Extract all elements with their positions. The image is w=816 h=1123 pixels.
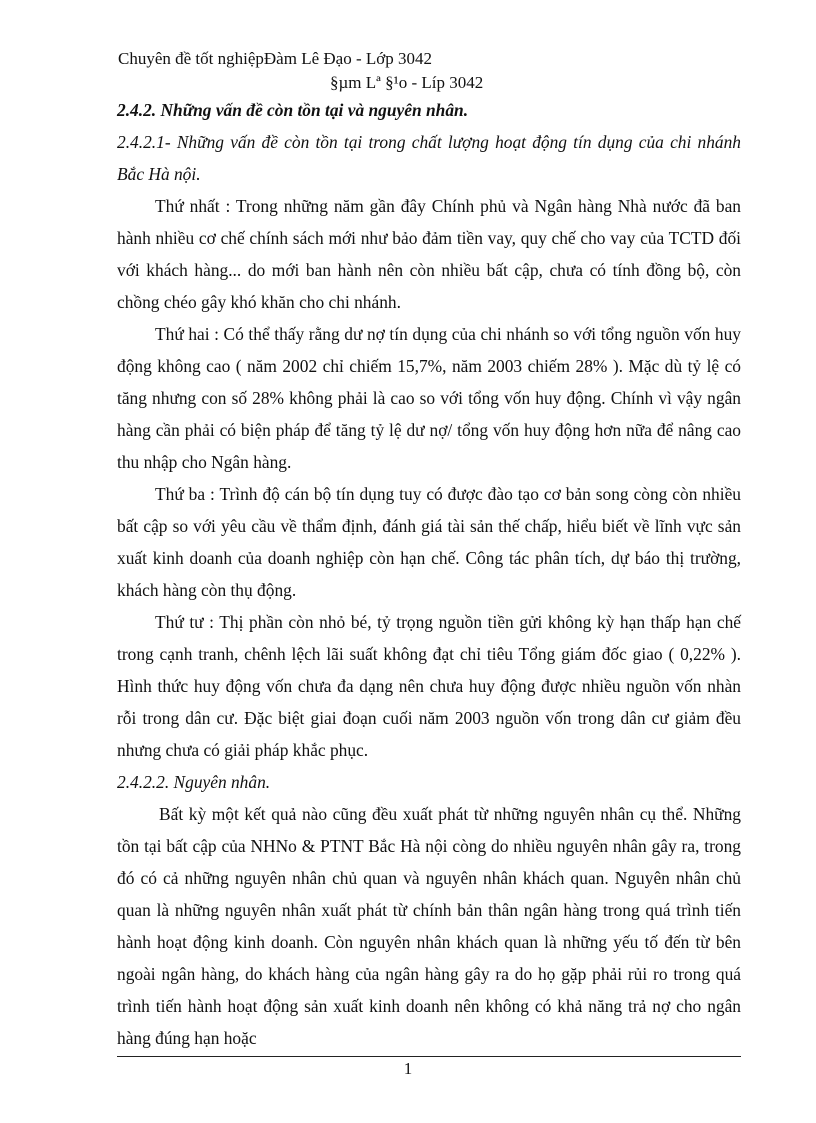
page-number: 1 — [403, 1059, 413, 1078]
section-heading: 2.4.2. Những vấn đề còn tồn tại và nguyên nhân. — [117, 100, 469, 120]
paragraph-first: Thứ nhất : Trong những năm gần đây Chính phủ và Ngân hàng Nhà nước đã ban hành nhiều cơ chế chính sách mới như bảo đảm tiền vay, quy chế cho vay của TCTD đối với khách hàng... do mới ban hành nên còn nhiều bất cập, chưa có tính đồng bộ, còn chồng chéo gây khó khăn cho chi nhánh. — [117, 196, 741, 312]
page-header-line-2: §µm Lª §¹o - Líp 3042 — [330, 73, 484, 92]
subsection-heading-issues: 2.4.2.1- Những vấn đề còn tồn tại trong chất lượng hoạt động tín dụng của chi nhánh Bắc Hà nội. — [117, 132, 741, 184]
page-header-line-1: Chuyên đề tốt nghiệpĐàm Lê Đạo - Lớp 3042 — [118, 49, 432, 68]
paragraph-fourth: Thứ tư : Thị phần còn nhỏ bé, tỷ trọng nguồn tiền gửi không kỳ hạn thấp hạn chế trong cạnh tranh, chênh lệch lãi suất không đạt chỉ tiêu Tổng giám đốc giao ( 0,22% ). Hình thức huy động vốn chưa đa dạng nên chưa huy động được nhiều nguồn vốn nhàn rỗi trong dân cư. Đặc biệt giai đoạn cuối năm 2003 nguồn vốn trong dân cư giảm đều nhưng chưa có giải pháp khắc phục. — [117, 612, 741, 760]
paragraph-second: Thứ hai : Có thể thấy rằng dư nợ tín dụng của chi nhánh so với tổng nguồn vốn huy động không cao ( năm 2002 chỉ chiếm 15,7%, năm 2003 chiếm 28% ). Mặc dù tỷ lệ có tăng nhưng con số 28% không phải là cao so với tổng vốn huy động. Chính vì vậy ngân hàng cần phải có biện pháp để tăng tỷ lệ dư nợ/ tổng vốn huy động hơn nữa để nâng cao thu nhập cho Ngân hàng. — [117, 324, 741, 472]
subsection-heading-causes: 2.4.2.2. Nguyên nhân. — [117, 772, 271, 792]
footer-divider — [117, 1056, 741, 1057]
paragraph-causes: Bất kỳ một kết quả nào cũng đều xuất phát từ những nguyên nhân cụ thể. Những tồn tại bất cập của NHNo & PTNT Bắc Hà nội còng do nhiều nguyên nhân gây ra, trong đó có cả những nguyên nhân chủ quan và nguyên nhân khách quan. Nguyên nhân chủ quan là những nguyên nhân xuất phát từ chính bản thân ngân hàng trong quá trình tiến hành hoạt động kinh doanh. Còn nguyên nhân khách quan là những yếu tố đến từ bên ngoài ngân hàng, do khách hàng của ngân hàng gây ra do họ gặp phải rủi ro trong quá trình tiến hành hoạt động sản xuất kinh doanh nên không có khả năng trả nợ cho ngân hàng đúng hạn hoặc — [117, 804, 741, 1048]
paragraph-third: Thứ ba : Trình độ cán bộ tín dụng tuy có được đào tạo cơ bản song còng còn nhiều bất cập so với yêu cầu về thẩm định, đánh giá tài sản thế chấp, hiểu biết về lĩnh vực sản xuất kinh doanh của doanh nghiệp còn hạn chế. Công tác phân tích, dự báo thị trường, khách hàng còn thụ động. — [117, 484, 741, 600]
document-body — [117, 94, 741, 1054]
